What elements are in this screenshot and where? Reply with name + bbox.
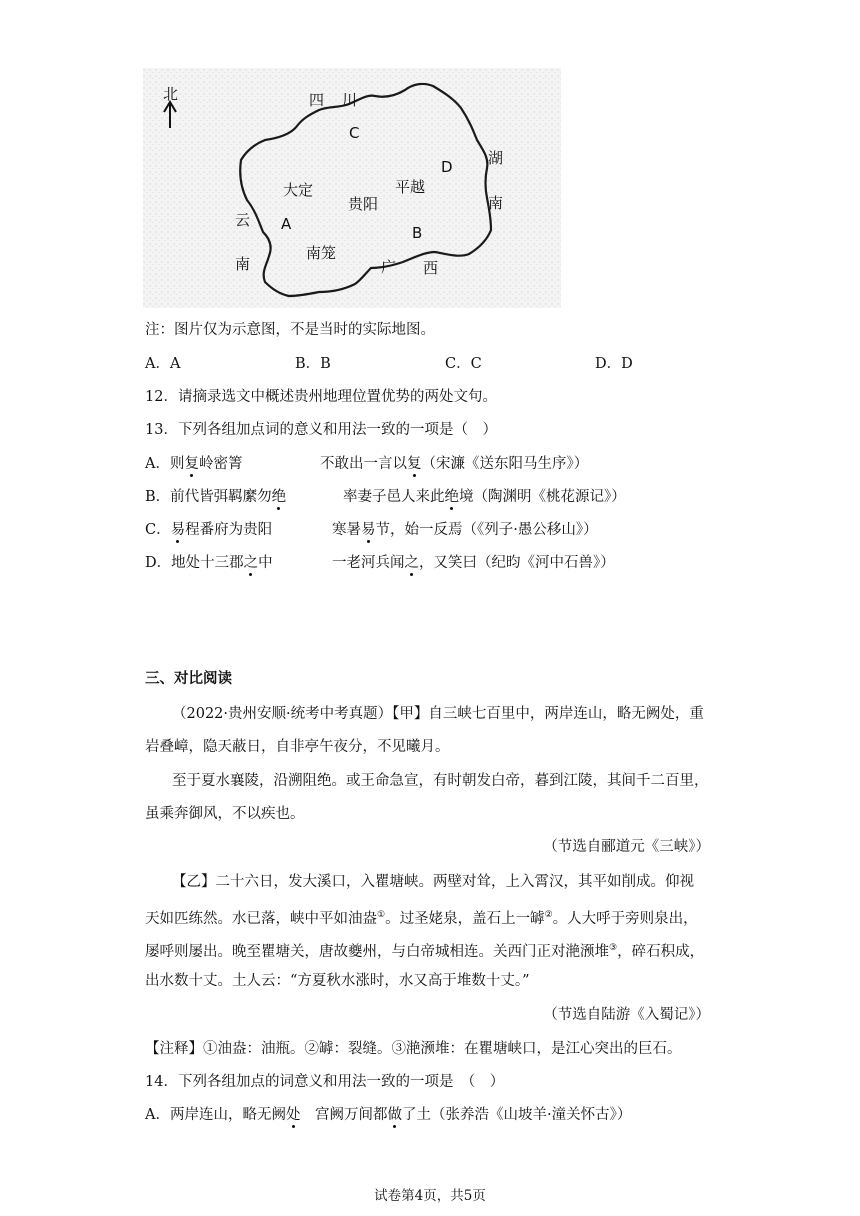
label-hu: 湖 bbox=[488, 149, 504, 167]
passage-jia-line-4: 虽乘奔御风，不以疾也。 bbox=[145, 806, 305, 822]
label-nan-hunan: 南 bbox=[488, 194, 504, 212]
passage-yi-line-3: 屡呼则屡出。晚至瞿塘关，唐故夔州，与白帝城相连。关西门正对滟滪堆③，碎石积成， bbox=[145, 943, 705, 960]
marker-b: B bbox=[412, 224, 423, 242]
label-guiyang: 贵阳 bbox=[348, 195, 379, 213]
label-yun: 云 bbox=[235, 211, 251, 229]
q13-stem: 13．下列各组加点词的意义和用法一致的一项是（ ） bbox=[145, 422, 497, 438]
q13-option-b-left: B．前代皆弭羁縻勿绝 bbox=[145, 489, 287, 505]
passage-jia-line-3: 至于夏水襄陵，沿溯阻绝。或王命急宣，有时朝发白帝，暮到江陵，其间千二百里， bbox=[172, 773, 709, 789]
label-nan-yunnan: 南 bbox=[235, 255, 251, 273]
passage-jia-source: （节选自郦道元《三峡》） bbox=[543, 839, 710, 855]
label-chuan: 川 bbox=[342, 91, 358, 109]
passage-yi-line-4: 出水数十丈。土人云：“方夏秋水涨时，水又高于堆数十丈。” bbox=[145, 973, 530, 989]
q13-option-b-right: 率妻子邑人来此绝境（陶渊明《桃花源记》） bbox=[343, 489, 626, 505]
q14-option-a: A．两岸连山，略无阙处 宫阙万间都做了土（张养浩《山坡羊·潼关怀古》） bbox=[145, 1107, 632, 1123]
passage-jia-line-1: （2022·贵州安顺·统考中考真题）【甲】自三峡七百里中，两岸连山，略无阙处，重 bbox=[172, 706, 704, 722]
label-si: 四 bbox=[309, 91, 325, 109]
marker-d: D bbox=[441, 158, 453, 176]
label-dading: 大定 bbox=[283, 181, 314, 199]
passage-jia-line-2: 岩叠嶂，隐天蔽日，自非亭午夜分，不见曦月。 bbox=[145, 739, 450, 755]
q13-option-c-left: C．易程番府为贵阳 bbox=[145, 522, 273, 538]
passage-yi-line-2: 天如匹练然。水已落，峡中平如油盎①。过圣姥泉，盖石上一罅②。人大呼于旁则泉出， bbox=[145, 910, 698, 927]
q13-option-d-left: D．地处十三郡之中 bbox=[145, 555, 273, 571]
passage-yi-source: （节选自陆游《入蜀记》） bbox=[543, 1007, 710, 1023]
section-3-heading: 三、对比阅读 bbox=[145, 671, 232, 687]
q14-stem: 14．下列各组加点的词意义和用法一致的一项是 （ ） bbox=[145, 1074, 505, 1090]
marker-c: C bbox=[349, 124, 360, 142]
north-label: 北 bbox=[163, 85, 179, 103]
q13-option-a-left: A．则复岭密箐 bbox=[145, 456, 243, 472]
guizhou-map bbox=[143, 68, 561, 308]
q11-option-c: C．C bbox=[445, 356, 482, 372]
page-footer: 试卷第4页，共5页 bbox=[374, 1188, 486, 1204]
q12-stem: 12．请摘录选文中概述贵州地理位置优势的两处文句。 bbox=[145, 389, 497, 405]
q13-option-d-right: 一老河兵闻之，又笑曰（纪昀《河中石兽》） bbox=[332, 555, 615, 571]
q13-option-a-right: 不敢出一言以复（宋濂《送东阳马生序》） bbox=[320, 456, 589, 472]
label-nanlong: 南笼 bbox=[306, 244, 337, 262]
q11-option-b: B．B bbox=[295, 356, 331, 372]
q11-option-d: D．D bbox=[595, 356, 633, 372]
map-note: 注：图片仅为示意图，不是当时的实际地图。 bbox=[145, 322, 435, 338]
q11-option-a: A．A bbox=[145, 356, 181, 372]
passage-yi-line-1: 【乙】二十六日，发大溪口，入瞿塘峡。两壁对耸，上入霄汉，其平如削成。仰视 bbox=[172, 874, 694, 890]
label-pingyue: 平越 bbox=[395, 178, 426, 196]
q13-option-c-right: 寒暑易节，始一反焉（《列子·愚公移山》） bbox=[332, 522, 598, 538]
annotation: 【注释】①油盎：油瓶。②罅：裂缝。③滟滪堆：在瞿塘峡口，是江心突出的巨石。 bbox=[145, 1041, 682, 1057]
marker-a: A bbox=[281, 215, 292, 233]
label-guang: 广 bbox=[381, 258, 397, 276]
label-xi: 西 bbox=[423, 259, 439, 277]
